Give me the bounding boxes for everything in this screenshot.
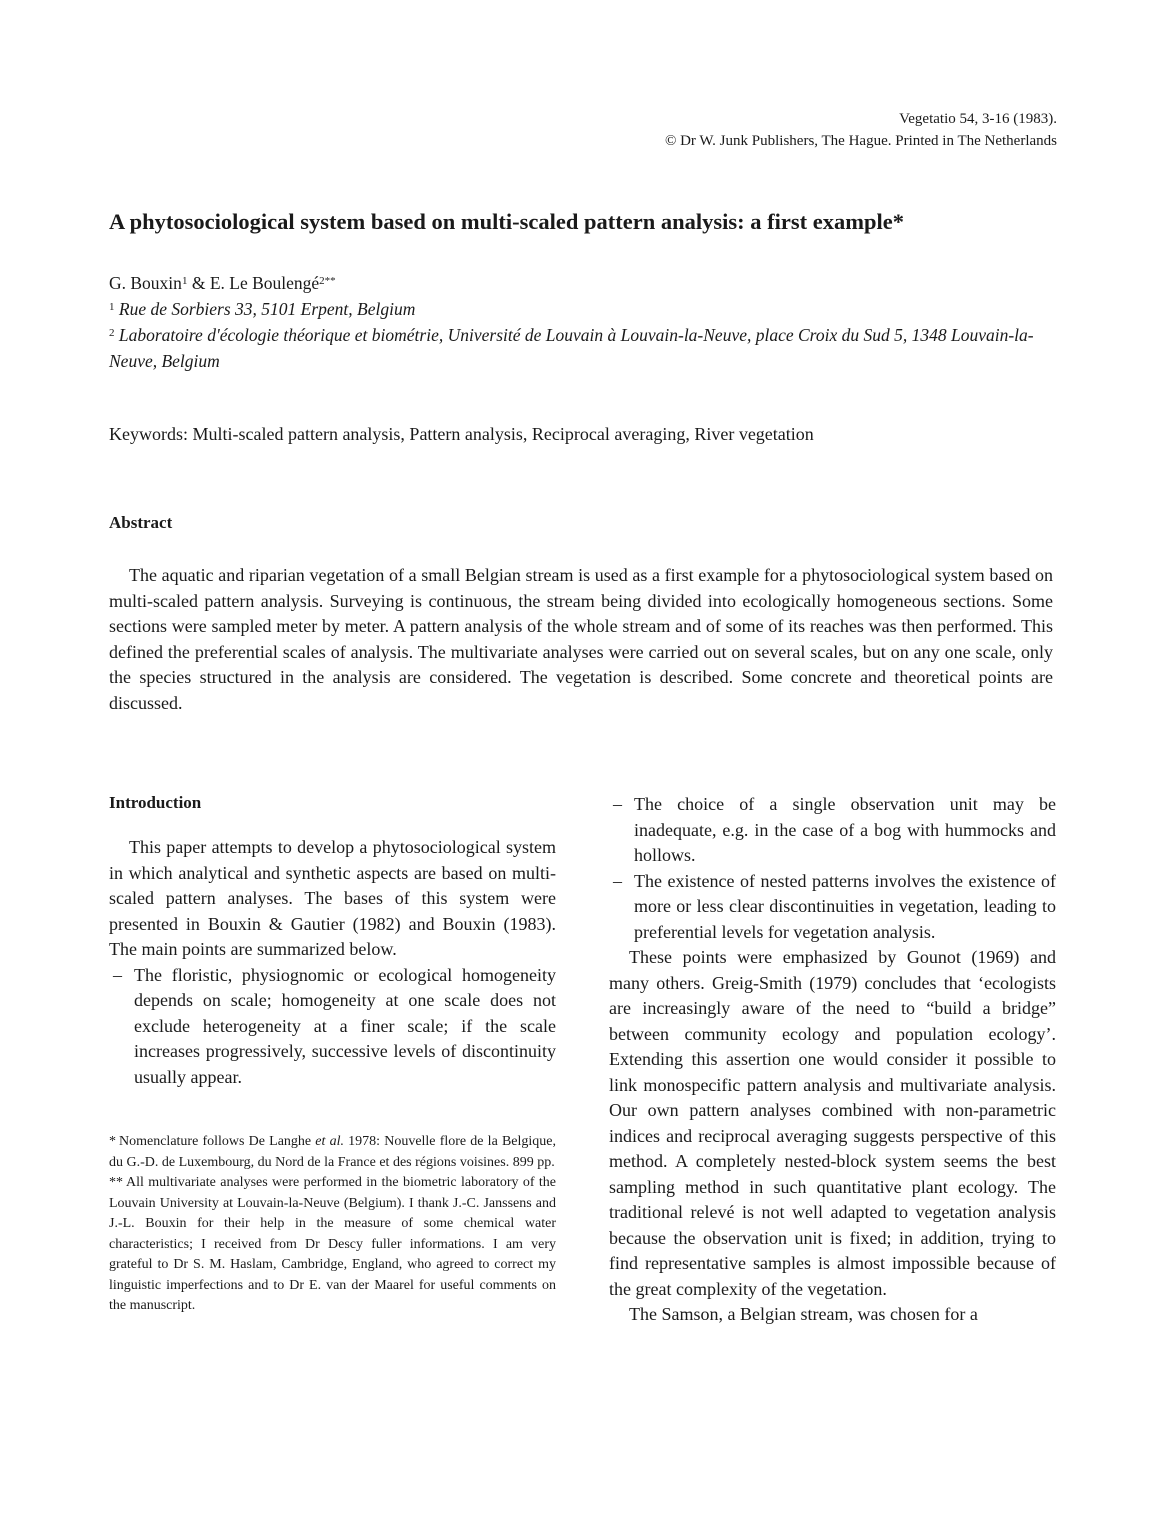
intro-paragraph-2: These points were emphasized by Gounot (1969) and many others. Greig-Smith (1979) concludes that ‘ecologists are increasingly aware of the need to “build a bridge” between community ecology and population ecology’. Extending this assertion one would consider it possible to link monospecific pattern analysis and multivariate analysis. Our own pattern analyses combined with non-parametric indices and reciprocal averaging suggests perspective of this method. A completely nested-block system seems the best sampling method in such quantitative plant ecology. The traditional relevé is not well adapted to vegetation analysis because the observation unit is fixed; in addition, trying to find representative samples is almost impossible because of the great complexity of the vegetation. [609,947,1056,1299]
list-item [609,869,1056,946]
intro-paragraph-1: This paper attempts to develop a phytosociological system in which analytical and synthetic aspects are based on multi-scaled pattern analyses. The bases of this system were presented in Bouxin & Gautier (1982) and Bouxin (1983). The main points are summarized below. [109,837,556,959]
list-item-text: The existence of nested patterns involves the existence of more or less clear discontinuities in vegetation, leading to preferential levels for vegetation analysis. [634,870,1056,942]
list-item-text: The floristic, physiognomic or ecological homogeneity depends on scale; homogeneity at one scale does not exclude heterogeneity at a finer scale; if the scale increases progressively, successive levels of discontinuity usually appear. [134,964,556,1087]
author-1-mark: 1 [181,275,188,287]
dash-bullet: – [613,870,622,891]
author-1: G. Bouxin [109,273,182,293]
journal-citation: Vegetatio 54, 3-16 (1983). [899,111,1057,127]
list-item [109,963,556,1091]
list-item [609,792,1056,869]
introduction-heading: Introduction [109,793,202,812]
author-2: E. Le Boulengé [209,273,320,293]
author-block [109,270,1069,374]
abstract-text: The aquatic and riparian vegetation of a small Belgian stream is used as a first example for a phytosociological system based on multi-scaled pattern analysis. Surveying is continuous, the stream being divided into ecologically homogeneous sections. Some sections were sampled meter by meter. A pattern analysis of the whole stream and of some of its reaches was then performed. This defined the preferential scales of analysis. The multivariate analyses were carried out on several scales, but on any one scale, only the species structured in the analysis are considered. The vegetation is described. Some concrete and theoretical points are discussed. [109,565,1053,713]
abstract-heading: Abstract [109,513,173,532]
footnote-2: ** All multivariate analyses were performed in the biometric laboratory of the Louvain University at Louvain-la-Neuve (Belgium). I thank J.-C. Janssens and J.-L. Bouxin for their help in the measure of some chemical water characteristics; I received from Dr Descy fuller informations. I am very grateful to Dr S. M. Haslam, Cambridge, England, who agreed to correct my linguistic imperfections and to Dr E. van der Maarel for useful comments on the manuscript. [109,1175,556,1313]
left-column [109,791,556,1317]
list-item-text: The choice of a single observation unit may be inadequate, e.g. in the case of a bog with hummocks and hollows. [634,794,1056,865]
publication-info [665,108,1057,152]
affiliation-2: $^2$ Laboratoire d'écologie théorique et biométrie, Université de Louvain à Louvain-la-Neuve, place Croix du Sud 5, 1348 Louvain-la-Neuve, Belgium [109,325,1034,371]
footnotes [109,1132,556,1317]
right-column [609,792,1056,1328]
author-joiner: & [187,273,210,293]
dash-bullet: – [613,794,622,814]
intro-paragraph-3: The Samson, a Belgian stream, was chosen for a [629,1304,978,1324]
author-2-mark: 2** [319,275,336,287]
paper-title: A phytosociological system based on multi-scaled pattern analysis: a first example* [109,209,904,234]
author-line [109,270,1069,296]
dash-bullet: – [113,964,122,985]
affiliation-1: $^1$ Rue de Sorbiers 33, 5101 Erpent, Belgium [109,299,416,319]
keywords: Keywords: Multi-scaled pattern analysis, Pattern analysis, Reciprocal averaging, River vegetation [109,424,814,444]
publisher-line: © Dr W. Junk Publishers, The Hague. Printed in The Netherlands [664,133,1057,149]
affiliation-1-mark: 1 [109,301,115,313]
affiliation-2-mark: 2 [109,327,115,339]
footnote-1: * Nomenclature follows De Langhe et al. 1978: Nouvelle flore de la Belgique, du G.-D. de Luxembourg, du Nord de la France et des régions voisines. 899 pp. [109,1134,556,1170]
